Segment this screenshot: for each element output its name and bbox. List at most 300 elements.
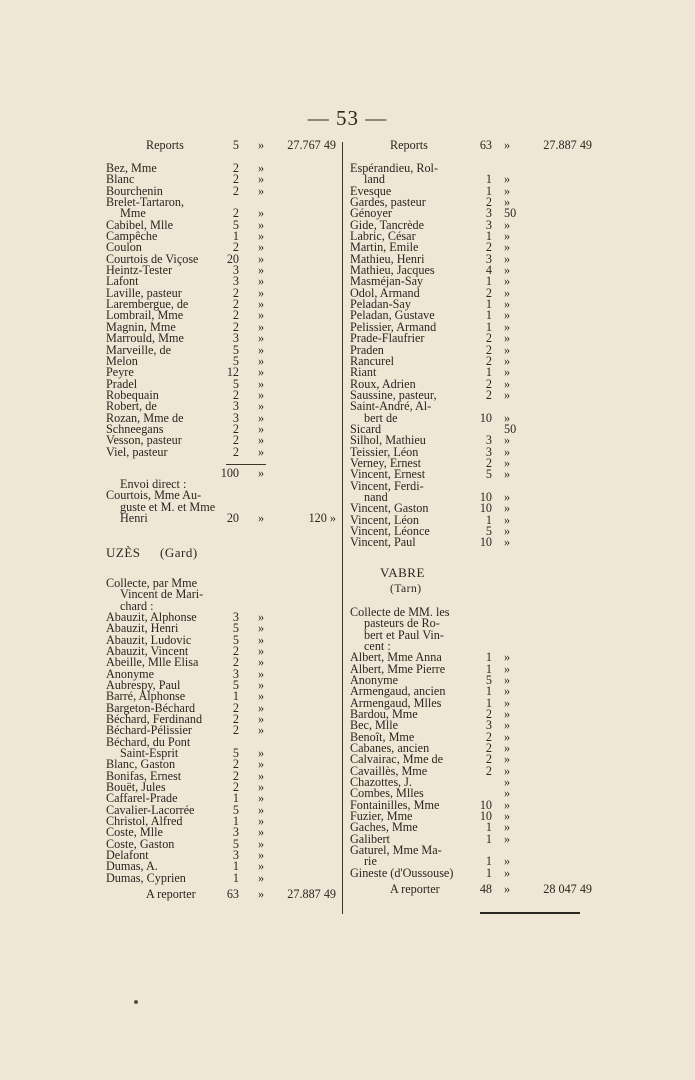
entry-name: Abauzit, Ludovic bbox=[106, 632, 192, 647]
entry-name: Saint-André, Al- bbox=[350, 399, 432, 414]
amount-francs: 3 bbox=[232, 848, 239, 863]
entry-name: Lafont bbox=[106, 274, 139, 289]
amount-centimes: » bbox=[504, 882, 511, 897]
amount-francs: 5 bbox=[232, 138, 239, 152]
entry-name: Gineste (d'Oussouse) bbox=[350, 865, 454, 880]
entry-name: Melon bbox=[106, 353, 138, 368]
amount-francs: 10 bbox=[479, 489, 492, 504]
amount-francs: 1 bbox=[485, 695, 492, 710]
amount-centimes: » bbox=[258, 365, 265, 380]
amount-francs: 3 bbox=[485, 251, 492, 266]
entry-name: Béchard-Pélissier bbox=[106, 723, 192, 738]
amount-francs: 5 bbox=[485, 524, 492, 538]
amount-centimes: » bbox=[258, 689, 265, 704]
amount-francs: 1 bbox=[232, 814, 239, 829]
amount-francs: 1 bbox=[232, 229, 239, 244]
spacer bbox=[106, 458, 338, 464]
amount-francs: 5 bbox=[232, 342, 239, 357]
entry-name: Cavalier-Lacorrée bbox=[106, 802, 195, 817]
amount-francs: 2 bbox=[232, 297, 239, 312]
amount-francs: 2 bbox=[232, 711, 239, 726]
amount-centimes: » bbox=[258, 342, 265, 357]
amount-centimes: » bbox=[258, 655, 265, 670]
section-heading bbox=[106, 547, 338, 571]
amount-centimes: » bbox=[504, 489, 511, 504]
entry-row bbox=[350, 882, 592, 897]
amount-centimes: » bbox=[504, 661, 511, 676]
entry-name: Robert, de bbox=[106, 399, 157, 414]
amount-francs: 3 bbox=[232, 263, 239, 278]
entry-name: Pelissier, Armand bbox=[350, 319, 437, 334]
section-title: UZÈS bbox=[106, 545, 141, 561]
entry-name: Envoi direct : bbox=[120, 476, 187, 491]
entry-name: Blanc bbox=[106, 172, 135, 187]
amount-francs: 3 bbox=[232, 331, 239, 346]
amount-centimes: » bbox=[258, 217, 265, 232]
entry-name: Dumas, A. bbox=[106, 859, 158, 874]
amount-centimes: » bbox=[504, 501, 511, 516]
amount-centimes: » bbox=[504, 718, 511, 733]
amount-centimes: » bbox=[258, 836, 265, 851]
entry-name: Anonyme bbox=[106, 666, 155, 681]
amount-centimes: » bbox=[504, 740, 511, 755]
amount-francs: 2 bbox=[232, 161, 239, 175]
entry-name: Fuzier, Mme bbox=[350, 809, 413, 824]
entry-name: Vincent, Ernest bbox=[350, 467, 426, 482]
entry-row bbox=[106, 887, 338, 902]
amount-centimes: » bbox=[258, 444, 265, 459]
amount-francs: 4 bbox=[485, 263, 492, 278]
amount-francs: 12 bbox=[226, 365, 239, 380]
amount-centimes: » bbox=[258, 632, 265, 647]
amount-centimes: » bbox=[504, 706, 511, 721]
entry-name: Cabibel, Mlle bbox=[106, 217, 174, 232]
amount-francs: 2 bbox=[485, 376, 492, 391]
entry-row bbox=[106, 138, 338, 153]
section-title: VABRE bbox=[380, 564, 425, 580]
amount-francs: 2 bbox=[485, 455, 492, 470]
entry-label: Reports bbox=[146, 138, 184, 152]
entry-name: Gaches, Mme bbox=[350, 820, 418, 835]
amount-francs: 1 bbox=[485, 650, 492, 665]
entry-name: Coste, Mlle bbox=[106, 825, 163, 840]
entry-row bbox=[350, 845, 586, 856]
amount-francs: 1 bbox=[485, 319, 492, 334]
amount-francs: 5 bbox=[232, 376, 239, 391]
entry-label: A reporter bbox=[146, 887, 196, 902]
entry-name: Cavaillès, Mme bbox=[350, 763, 428, 778]
entry-name: Vesson, pasteur bbox=[106, 433, 182, 448]
amount-centimes: » bbox=[504, 319, 511, 334]
section-subtitle: (Tarn) bbox=[390, 582, 422, 595]
running-total: 28 047 49 bbox=[543, 882, 592, 897]
amount-francs: 2 bbox=[232, 308, 239, 323]
entry-row bbox=[350, 537, 586, 548]
entry-name: Prade-Flaufrier bbox=[350, 331, 425, 346]
entry-name: Espérandieu, Rol- bbox=[350, 161, 438, 175]
amount-francs: 1 bbox=[485, 365, 492, 380]
entry-name: Campêche bbox=[106, 229, 158, 244]
entry-name: Barré, Alphonse bbox=[106, 689, 186, 704]
section-heading bbox=[350, 564, 586, 607]
amount-centimes: » bbox=[504, 365, 511, 380]
entry-name: Peyre bbox=[106, 365, 134, 380]
amount-francs: 3 bbox=[485, 433, 492, 448]
entry-name: Calvairac, Mme de bbox=[350, 752, 444, 767]
amount-centimes: » bbox=[504, 524, 511, 538]
entry-name: Silhol, Mathieu bbox=[350, 433, 426, 448]
amount-francs: 3 bbox=[485, 217, 492, 232]
entry-name: Henri bbox=[120, 510, 148, 525]
amount-centimes: » bbox=[504, 695, 511, 710]
amount-centimes: » bbox=[504, 763, 511, 778]
amount-francs: 1 bbox=[485, 854, 492, 869]
amount-centimes: » bbox=[258, 206, 265, 221]
amount-centimes: » bbox=[258, 387, 265, 402]
entry-name: nand bbox=[364, 489, 388, 504]
amount-centimes: » bbox=[504, 263, 511, 278]
entry-name: Anonyme bbox=[350, 672, 399, 687]
amount-francs: 2 bbox=[232, 655, 239, 670]
amount-francs: 5 bbox=[232, 353, 239, 368]
entry-name: Riant bbox=[350, 365, 377, 380]
amount-centimes: » bbox=[504, 297, 511, 312]
entry-name: Vincent de Mari- bbox=[120, 587, 204, 602]
entry-name: Mme bbox=[120, 206, 146, 221]
entry-name: Galibert bbox=[350, 831, 390, 846]
amount-francs: 2 bbox=[232, 172, 239, 187]
entry-name: Bec, Mlle bbox=[350, 718, 399, 733]
amount-francs: 2 bbox=[232, 757, 239, 772]
amount-francs: 5 bbox=[485, 467, 492, 482]
amount-francs: 5 bbox=[232, 217, 239, 232]
entry-name: bert de bbox=[364, 410, 398, 425]
amount-centimes: » bbox=[258, 138, 265, 152]
amount-centimes: » bbox=[258, 399, 265, 414]
entry-name: Bargeton-Béchard bbox=[106, 700, 196, 715]
amount-centimes: » bbox=[504, 729, 511, 744]
entry-name: Abauzit, Alphonse bbox=[106, 609, 197, 624]
entry-name: Verney, Ernest bbox=[350, 455, 421, 470]
amount-centimes: » bbox=[504, 512, 511, 527]
amount-francs: 1 bbox=[485, 820, 492, 835]
amount-francs: 10 bbox=[479, 797, 492, 812]
entry-name: Viel, pasteur bbox=[106, 444, 168, 459]
amount-francs: 3 bbox=[485, 206, 492, 221]
amount-centimes: » bbox=[504, 444, 511, 459]
spacer bbox=[106, 524, 338, 547]
amount-centimes: » bbox=[258, 161, 265, 175]
amount-francs: 2 bbox=[485, 331, 492, 346]
amount-francs: 1 bbox=[485, 297, 492, 312]
entry-row bbox=[350, 163, 586, 174]
amount-francs: 1 bbox=[232, 791, 239, 806]
running-total: 27.887 49 bbox=[543, 138, 592, 152]
amount-centimes: » bbox=[258, 621, 265, 636]
amount-centimes: » bbox=[258, 745, 265, 760]
amount-centimes: » bbox=[504, 308, 511, 323]
amount-centimes: » bbox=[258, 421, 265, 436]
entry-name: cent : bbox=[364, 638, 391, 653]
entry-name: Gardes, pasteur bbox=[350, 195, 426, 210]
amount-centimes: » bbox=[504, 535, 511, 550]
amount-francs: 2 bbox=[485, 387, 492, 402]
amount-centimes: » bbox=[258, 240, 265, 255]
amount-centimes: » bbox=[504, 251, 511, 266]
amount-francs: 1 bbox=[485, 512, 492, 527]
amount-centimes: » bbox=[504, 672, 511, 687]
amount-francs: 10 bbox=[479, 410, 492, 425]
entry-name: Bonifas, Ernest bbox=[106, 768, 182, 783]
entry-name: Courtois, Mme Au- bbox=[106, 488, 202, 503]
entry-name: Mathieu, Henri bbox=[350, 251, 425, 266]
entry-name: Courtois de Viçose bbox=[106, 251, 199, 266]
amount-centimes: » bbox=[504, 183, 511, 198]
amount-francs: 20 bbox=[226, 510, 239, 525]
entry-row bbox=[106, 870, 338, 885]
running-total: 27.887 49 bbox=[287, 887, 336, 902]
amount-francs: 3 bbox=[232, 399, 239, 414]
entry-name: Marrould, Mme bbox=[106, 331, 184, 346]
amount-centimes: » bbox=[258, 791, 265, 806]
entry-name: Odol, Armand bbox=[350, 285, 420, 300]
entry-name: Chazottes, J. bbox=[350, 775, 412, 789]
amount-francs: 5 bbox=[232, 836, 239, 851]
amount-centimes: » bbox=[258, 229, 265, 244]
entry-row bbox=[106, 367, 338, 378]
entry-name: Rancurel bbox=[350, 353, 394, 368]
right-column bbox=[350, 138, 592, 907]
amount-centimes: » bbox=[258, 297, 265, 312]
amount-francs: 3 bbox=[485, 718, 492, 733]
entry-name: Caffarel-Prade bbox=[106, 791, 178, 806]
entry-name: Armengaud, ancien bbox=[350, 684, 446, 699]
amount-centimes: » bbox=[258, 285, 265, 300]
amount-francs: 63 bbox=[479, 138, 492, 152]
amount-francs: 3 bbox=[232, 274, 239, 289]
amount-centimes: » bbox=[504, 353, 511, 368]
amount-centimes: » bbox=[504, 217, 511, 232]
amount-francs: 3 bbox=[232, 410, 239, 425]
amount-centimes: » bbox=[504, 229, 511, 244]
entry-name: Pradel bbox=[106, 376, 138, 391]
amount-francs: 2 bbox=[232, 240, 239, 255]
amount-centimes: » bbox=[504, 433, 511, 448]
page-number: — 53 — bbox=[307, 106, 388, 130]
amount-centimes: » bbox=[258, 410, 265, 425]
amount-centimes: » bbox=[504, 195, 511, 210]
entry-name: Dumas, Cyprien bbox=[106, 870, 186, 885]
amount-francs: 10 bbox=[479, 501, 492, 516]
entry-name: Béchard, du Pont bbox=[106, 734, 191, 749]
amount-centimes: » bbox=[258, 433, 265, 448]
entry-name: Bouët, Jules bbox=[106, 780, 166, 794]
entry-name: Albert, Mme Pierre bbox=[350, 661, 446, 676]
amount-centimes: » bbox=[504, 831, 511, 846]
amount-francs: 5 bbox=[232, 677, 239, 692]
amount-centimes: » bbox=[504, 752, 511, 767]
amount-francs: 2 bbox=[485, 763, 492, 778]
amount-francs: 2 bbox=[485, 353, 492, 368]
running-total: 120 » bbox=[308, 510, 336, 525]
amount-francs: 1 bbox=[485, 308, 492, 323]
entry-name: land bbox=[364, 172, 385, 187]
entry-name: Benoît, Mme bbox=[350, 729, 415, 744]
amount-centimes: » bbox=[504, 684, 511, 699]
amount-francs: 2 bbox=[232, 700, 239, 715]
entry-name: Magnin, Mme bbox=[106, 319, 176, 334]
entry-row bbox=[106, 444, 338, 459]
entry-name: Peladan-Say bbox=[350, 297, 411, 312]
entry-name: Collecte de MM. les bbox=[350, 604, 450, 619]
entry-name: Combes, Mlles bbox=[350, 786, 424, 801]
amount-centimes: » bbox=[504, 865, 511, 880]
entry-name: Schneegans bbox=[106, 421, 164, 436]
amount-centimes: » bbox=[258, 319, 265, 334]
amount-centimes: » bbox=[258, 757, 265, 772]
amount-centimes: » bbox=[504, 331, 511, 346]
entry-name: Blanc, Gaston bbox=[106, 757, 176, 772]
entry-name: Abeille, Mlle Elisa bbox=[106, 655, 199, 670]
amount-centimes: » bbox=[504, 786, 511, 801]
amount-francs: 5 bbox=[232, 802, 239, 817]
entry-name: chard : bbox=[120, 598, 154, 613]
amount-francs: 2 bbox=[485, 752, 492, 767]
amount-francs: 3 bbox=[232, 666, 239, 681]
amount-centimes: » bbox=[258, 510, 265, 525]
entry-row bbox=[106, 353, 338, 368]
entry-name: pasteurs de Ro- bbox=[364, 616, 440, 631]
amount-francs: 2 bbox=[232, 319, 239, 334]
entry-name: Bourchenin bbox=[106, 183, 163, 198]
entry-row bbox=[350, 410, 586, 425]
amount-centimes: » bbox=[504, 775, 511, 789]
entry-name: bert et Paul Vin- bbox=[364, 627, 444, 642]
amount-centimes: » bbox=[258, 677, 265, 692]
entry-name: Christol, Alfred bbox=[106, 814, 183, 829]
entry-name: Béchard, Ferdinand bbox=[106, 711, 203, 726]
amount-francs: 2 bbox=[485, 195, 492, 210]
entry-row bbox=[106, 163, 338, 174]
amount-francs: 1 bbox=[485, 661, 492, 676]
entry-row bbox=[350, 353, 586, 368]
amount-centimes: » bbox=[258, 700, 265, 715]
entry-name: Cabanes, ancien bbox=[350, 740, 430, 755]
amount-francs: 1 bbox=[232, 689, 239, 704]
amount-francs: 20 bbox=[226, 251, 239, 266]
running-total: 27.767 49 bbox=[287, 138, 336, 152]
amount-centimes: 50 bbox=[504, 421, 517, 436]
entry-name: Saint-Esprit bbox=[120, 745, 179, 760]
entry-name: Collecte, par Mme bbox=[106, 575, 198, 590]
entry-row bbox=[350, 138, 592, 153]
amount-francs: 2 bbox=[485, 740, 492, 755]
amount-francs: 2 bbox=[232, 285, 239, 300]
entry-name: Roux, Adrien bbox=[350, 376, 416, 391]
amount-centimes: » bbox=[258, 609, 265, 624]
entry-name: Coulon bbox=[106, 240, 142, 255]
amount-centimes: » bbox=[258, 870, 265, 885]
entry-name: Armengaud, Mlles bbox=[350, 695, 442, 710]
entry-name: Saussine, pasteur, bbox=[350, 387, 437, 402]
amount-centimes: » bbox=[504, 797, 511, 812]
amount-centimes: » bbox=[258, 666, 265, 681]
amount-centimes: » bbox=[258, 274, 265, 289]
amount-francs: 5 bbox=[232, 632, 239, 647]
amount-francs: 2 bbox=[485, 342, 492, 357]
entry-name: Bez, Mme bbox=[106, 161, 157, 175]
amount-centimes: » bbox=[258, 251, 265, 266]
amount-centimes: » bbox=[258, 172, 265, 187]
amount-centimes: » bbox=[504, 809, 511, 824]
entry-name: Praden bbox=[350, 342, 384, 357]
amount-centimes: » bbox=[504, 455, 511, 470]
entry-name: Evesque bbox=[350, 183, 392, 198]
amount-francs: 2 bbox=[232, 387, 239, 402]
amount-francs: 2 bbox=[485, 706, 492, 721]
entry-name: Coste, Gaston bbox=[106, 836, 175, 851]
amount-francs: 2 bbox=[485, 240, 492, 255]
amount-centimes: » bbox=[258, 859, 265, 874]
amount-francs: 1 bbox=[485, 183, 492, 198]
entry-name: Vincent, Léon bbox=[350, 512, 419, 527]
amount-francs: 10 bbox=[479, 535, 492, 550]
entry-name: Génoyer bbox=[350, 206, 392, 221]
entry-name: Peladan, Gustave bbox=[350, 308, 435, 323]
entry-name: Fontainilles, Mme bbox=[350, 797, 440, 812]
amount-francs: 2 bbox=[232, 643, 239, 658]
entry-name: Vincent, Ferdi- bbox=[350, 478, 424, 493]
amount-centimes: » bbox=[504, 467, 511, 482]
entry-name: Abauzit, Vincent bbox=[106, 643, 189, 658]
subtotal-rule bbox=[226, 464, 266, 465]
entry-row bbox=[106, 265, 338, 276]
amount-francs: 2 bbox=[232, 444, 239, 459]
amount-centimes: » bbox=[504, 820, 511, 835]
entry-label: A reporter bbox=[390, 882, 440, 897]
amount-centimes: » bbox=[504, 387, 511, 402]
entry-row bbox=[350, 333, 586, 344]
amount-francs: 1 bbox=[232, 859, 239, 874]
amount-francs: 2 bbox=[232, 433, 239, 448]
ink-dot bbox=[134, 1000, 138, 1004]
amount-centimes: » bbox=[504, 285, 511, 300]
entry-label: Reports bbox=[390, 138, 428, 152]
amount-francs: 100 bbox=[220, 465, 239, 480]
entry-name: Bardou, Mme bbox=[350, 706, 418, 721]
entry-row bbox=[106, 510, 338, 525]
amount-centimes: » bbox=[258, 848, 265, 863]
amount-francs: 3 bbox=[232, 825, 239, 840]
amount-centimes: » bbox=[258, 465, 265, 480]
amount-francs: 2 bbox=[232, 206, 239, 221]
amount-centimes: » bbox=[258, 723, 265, 738]
amount-centimes: » bbox=[504, 274, 511, 289]
entry-name: Brelet-Tartaron, bbox=[106, 195, 184, 210]
amount-centimes: 50 bbox=[504, 206, 517, 221]
amount-centimes: » bbox=[258, 711, 265, 726]
entry-name: Lombrail, Mme bbox=[106, 308, 184, 323]
amount-centimes: » bbox=[258, 643, 265, 658]
entry-name: Masméjan-Say bbox=[350, 274, 424, 289]
amount-centimes: » bbox=[258, 263, 265, 278]
entry-name: Abauzit, Henri bbox=[106, 621, 179, 636]
entry-name: Aubrespy, Paul bbox=[106, 677, 181, 692]
amount-francs: 1 bbox=[485, 865, 492, 880]
amount-francs: 3 bbox=[485, 444, 492, 459]
amount-francs: 1 bbox=[485, 831, 492, 846]
entry-name: Vincent, Gaston bbox=[350, 501, 429, 516]
